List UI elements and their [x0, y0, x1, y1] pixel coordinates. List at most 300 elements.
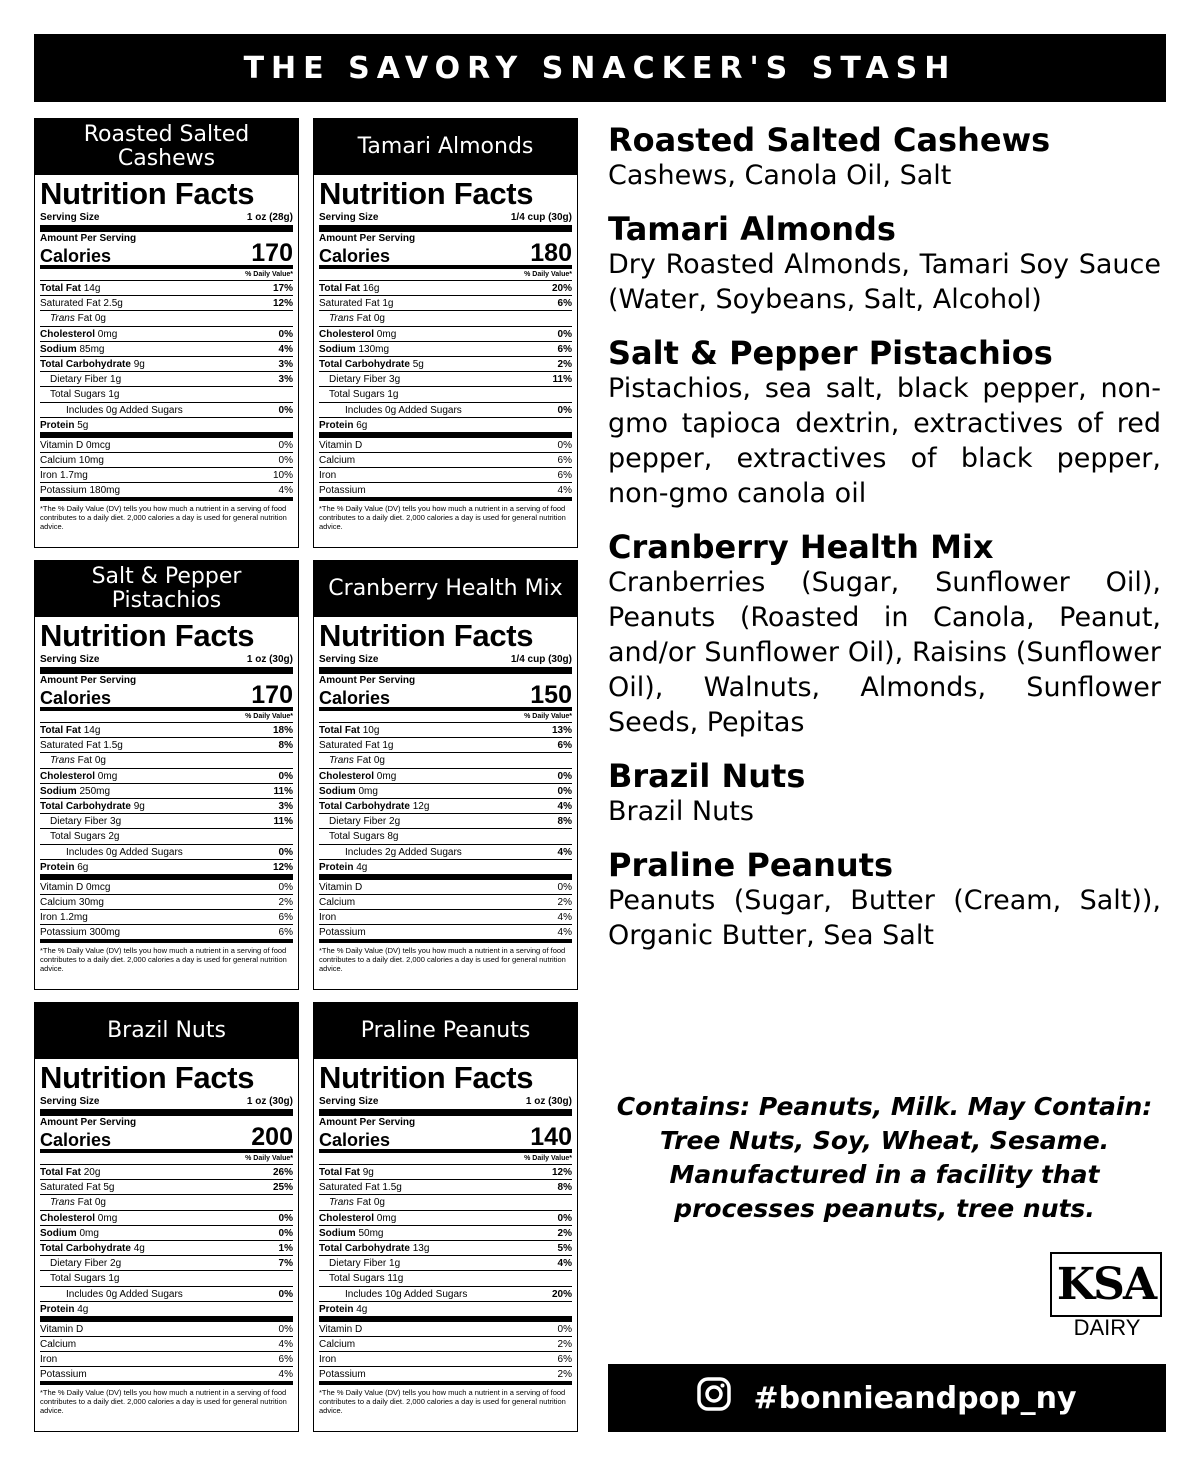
calories-row — [319, 1123, 572, 1153]
nutrition-facts-heading: Nutrition Facts — [40, 176, 255, 211]
serving-size-label: Serving Size — [319, 1096, 379, 1107]
vitamin-percent: 0% — [557, 881, 572, 893]
vitamin-label: Potassium — [319, 485, 366, 497]
ingredient-product-name: Salt & Pepper Pistachios — [608, 334, 1053, 372]
nutrient-row — [319, 281, 572, 296]
ingredient-text: Dry Roasted Almonds, Tamari Soy Sauce (Water, Soybeans, Salt, Alcohol) — [608, 249, 1161, 315]
nutrient-label: Dietary Fiber — [329, 816, 387, 828]
nutrient-row — [40, 1271, 293, 1286]
nutrient-label: Protein — [319, 419, 354, 431]
nutrient-row — [319, 1180, 572, 1195]
nutrition-facts — [314, 617, 577, 973]
serving-size-row — [40, 652, 293, 674]
serving-size-value: 1/4 cup (30g) — [510, 654, 572, 665]
nutrient-row — [40, 1180, 293, 1195]
nutrient-row — [319, 372, 572, 387]
nutrient-amount: 16g — [362, 283, 380, 294]
page-title: THE SAVORY SNACKER'S STASH — [34, 34, 1166, 102]
vitamin-label: Vitamin D — [319, 881, 363, 893]
nutrient-amount: 250mg — [79, 785, 111, 797]
serving-size-value: 1/4 cup (30g) — [510, 212, 572, 223]
nutrient-row — [40, 1287, 293, 1302]
nutrient-label: Total Sugars — [329, 389, 385, 401]
serving-size-label: Serving Size — [40, 654, 100, 665]
nutrient-row — [319, 829, 572, 844]
nutrient-amount: 5g — [103, 1182, 115, 1194]
vitamin-row — [319, 910, 572, 925]
serving-size-value: 1 oz (30g) — [246, 654, 293, 665]
nutrient-row — [40, 784, 293, 799]
serving-size-row — [40, 1094, 293, 1116]
nutrient-row — [40, 860, 293, 880]
nutrient-amount: 2g — [389, 816, 401, 828]
ingredients-list — [608, 122, 1161, 971]
panel-product-name: Cranberry Health Mix — [314, 561, 577, 617]
nutrition-facts — [35, 1059, 298, 1415]
nutrient-label: Dietary Fiber — [329, 374, 387, 386]
daily-value-header: % Daily Value* — [40, 269, 293, 281]
serving-size-value: 1 oz (30g) — [246, 1096, 293, 1107]
nutrient-label: Total Fat — [40, 725, 81, 736]
ingredient-text: Cashews, Canola Oil, Salt — [608, 160, 952, 191]
ingredient-block — [608, 211, 1161, 317]
daily-value-footnote: *The % Daily Value (DV) tells you how much a nutrient in a serving of food contributes to a daily diet. 2,000 calories a day is used for general nutrition advice. — [319, 1388, 566, 1416]
nutrient-label: Total Sugars — [329, 1273, 385, 1285]
serving-size-label: Serving Size — [40, 212, 100, 223]
daily-value-percent: 7% — [278, 1258, 293, 1270]
nutrient-label: Dietary Fiber — [50, 816, 108, 828]
vitamin-percent: 6% — [557, 1354, 572, 1366]
vitamin-label: Iron — [319, 1354, 337, 1366]
serving-size-row — [40, 210, 293, 232]
vitamin-row — [40, 483, 293, 501]
nutrient-row — [40, 342, 293, 357]
nutrient-amount: 9g — [362, 1167, 374, 1178]
vitamin-row — [40, 1367, 293, 1385]
vitamin-percent: 4% — [278, 1338, 293, 1350]
nutrient-label: Total Fat — [319, 283, 360, 294]
daily-value-percent: 4% — [557, 1258, 572, 1270]
vitamin-percent: 6% — [557, 470, 572, 482]
vitamin-label: Calcium — [319, 454, 356, 466]
nutrient-label: Protein — [319, 861, 354, 873]
nutrient-row — [319, 845, 572, 860]
ingredient-text: Pistachios, sea salt, black pepper, non-gmo tapioca dextrin, extractives of red pepper, extractives of black pepper, non-gmo canola oil — [608, 373, 1161, 509]
vitamin-percent: 4% — [557, 927, 572, 939]
serving-size-value: 1 oz (28g) — [246, 212, 293, 223]
nutrient-label: Protein — [40, 1303, 75, 1315]
vitamin-row — [40, 895, 293, 910]
vitamin-percent: 0% — [278, 439, 293, 451]
vitamin-row — [319, 438, 572, 453]
ingredient-text: Cranberries (Sugar, Sunflower Oil), Peanuts (Roasted in Canola, Peanut, and/or Sunflower Oil), Raisins (Sunflower Oil), Walnuts, Almonds, Sunflower Seeds, Pepitas — [608, 567, 1161, 738]
nutrient-amount: 1g — [110, 374, 122, 386]
nutrient-label: Total Sugars — [50, 831, 106, 843]
nutrient-row — [319, 342, 572, 357]
vitamin-row — [319, 468, 572, 483]
instagram-icon — [697, 1377, 731, 1419]
nutrient-row — [319, 753, 572, 768]
nutrient-amount: 0g — [106, 1288, 118, 1300]
nutrient-label: Total Sugars — [50, 1273, 106, 1285]
nutrient-amount: 5g — [412, 358, 424, 370]
nutrient-label: Total Carbohydrate — [319, 800, 410, 812]
nutrient-amount: 9g — [133, 800, 145, 812]
daily-value-percent: 12% — [272, 298, 293, 310]
nutrient-label: Trans — [50, 1197, 75, 1209]
nutrient-label: Sodium — [319, 343, 356, 355]
nutrient-amount: 0g — [373, 313, 385, 325]
nutrient-amount: 2g — [110, 1258, 122, 1270]
vitamin-percent: 2% — [278, 896, 293, 908]
nutrient-amount: 1g — [108, 389, 120, 401]
nutrient-label: Trans — [50, 313, 75, 325]
nutrition-panel — [313, 118, 578, 548]
amount-per-serving: Amount Per Serving — [319, 233, 416, 244]
daily-value-percent: 26% — [272, 1167, 293, 1178]
nutrient-label: Includes — [66, 1288, 104, 1300]
nutrient-row — [40, 372, 293, 387]
nutrient-label: Cholesterol — [40, 328, 96, 340]
nutrient-row — [319, 1195, 572, 1210]
calories-row — [319, 239, 572, 269]
nutrient-label: Dietary Fiber — [50, 374, 108, 386]
nutrient-row — [319, 784, 572, 799]
calories-row — [40, 681, 293, 711]
calories-row — [40, 1123, 293, 1153]
vitamin-amount: 0mcg — [85, 881, 111, 893]
nutrient-label: Includes — [345, 404, 383, 416]
nutrient-row — [319, 296, 572, 311]
calories-label: Calories — [319, 246, 391, 266]
nutrient-label: Sodium — [40, 785, 77, 797]
nutrient-row — [40, 1211, 293, 1226]
daily-value-footnote: *The % Daily Value (DV) tells you how much a nutrient in a serving of food contributes to a daily diet. 2,000 calories a day is used for general nutrition advice. — [319, 946, 566, 974]
panel-product-name: Tamari Almonds — [314, 119, 577, 175]
serving-size-label: Serving Size — [319, 654, 379, 665]
nutrient-amount: 4g — [356, 861, 368, 873]
daily-value-percent: 1% — [278, 1242, 293, 1254]
vitamin-label: Calcium — [40, 454, 77, 466]
calories-label: Calories — [319, 1130, 391, 1150]
nutrient-row — [40, 769, 293, 784]
daily-value-percent: 0% — [278, 846, 293, 858]
daily-value-percent: 0% — [278, 770, 293, 782]
nutrient-row — [319, 1271, 572, 1286]
serving-size-row — [319, 1094, 572, 1116]
calories-row — [40, 239, 293, 269]
daily-value-percent: 6% — [557, 740, 572, 752]
nutrient-amount: 0mg — [97, 770, 118, 782]
serving-size-row — [319, 652, 572, 674]
nutrient-row — [40, 814, 293, 829]
vitamin-label: Vitamin D — [319, 1323, 363, 1335]
daily-value-percent: 0% — [278, 1288, 293, 1300]
daily-value-percent: 0% — [557, 1212, 572, 1224]
nutrient-amount: 1g — [387, 389, 399, 401]
daily-value-percent: 2% — [557, 358, 572, 370]
nutrient-label: Added Sugars — [398, 846, 462, 858]
nutrient-amount: 4g — [77, 1303, 89, 1315]
nutrient-row — [40, 1165, 293, 1180]
nutrient-row — [319, 1226, 572, 1241]
vitamin-row — [319, 1337, 572, 1352]
ingredient-product-name: Praline Peanuts — [608, 846, 894, 884]
ingredient-product-name: Roasted Salted Cashews — [608, 121, 1051, 159]
daily-value-percent: 3% — [278, 374, 293, 386]
nutrient-amount: 0g — [94, 1197, 106, 1209]
ingredient-block — [608, 529, 1161, 740]
vitamin-percent: 0% — [278, 1323, 293, 1335]
daily-value-percent: 11% — [273, 785, 293, 797]
nutrient-amount: 6g — [77, 861, 89, 873]
nutrient-label: Saturated Fat — [40, 298, 101, 310]
daily-value-percent: 12% — [272, 861, 293, 873]
nutrient-row — [40, 311, 293, 326]
amount-per-serving: Amount Per Serving — [40, 1117, 137, 1128]
vitamin-percent: 2% — [557, 1369, 572, 1381]
nutrient-row — [40, 1302, 293, 1322]
nutrient-amount: 0mg — [376, 770, 397, 782]
nutrient-row — [40, 296, 293, 311]
nutrition-facts-heading: Nutrition Facts — [319, 176, 534, 211]
nutrient-label: Fat — [74, 313, 93, 325]
nutrient-label: Fat — [353, 313, 372, 325]
nutrition-panel — [34, 1002, 299, 1432]
nutrient-label: Total Carbohydrate — [40, 800, 131, 812]
nutrient-row — [319, 738, 572, 753]
nutrient-label: Total Carbohydrate — [40, 1242, 131, 1254]
nutrient-amount: 2g — [108, 831, 120, 843]
vitamin-row — [319, 925, 572, 943]
nutrient-row — [40, 387, 293, 402]
nutrient-label: Cholesterol — [40, 770, 96, 782]
vitamin-percent: 6% — [278, 1354, 293, 1366]
nutrient-label: Includes — [66, 846, 104, 858]
vitamin-row — [40, 880, 293, 895]
panel-product-name: Brazil Nuts — [35, 1003, 298, 1059]
nutrient-amount: 5g — [77, 419, 89, 431]
vitamin-row — [40, 925, 293, 943]
nutrient-amount: 130mg — [358, 343, 390, 355]
serving-size-value: 1 oz (30g) — [525, 1096, 572, 1107]
daily-value-percent: 8% — [557, 1182, 572, 1194]
nutrient-amount: 13g — [412, 1242, 430, 1254]
calories-label: Calories — [319, 688, 391, 708]
nutrient-label: Total Fat — [40, 283, 81, 294]
nutrient-label: Protein — [40, 861, 75, 873]
nutrient-amount: 6g — [356, 419, 368, 431]
vitamin-row — [319, 1367, 572, 1385]
calories-value: 140 — [530, 1123, 572, 1151]
nutrient-row — [40, 799, 293, 814]
vitamin-row — [40, 438, 293, 453]
nutrient-label: Saturated Fat — [319, 298, 380, 310]
daily-value-percent: 11% — [273, 816, 293, 828]
nutrient-amount: 0g — [106, 404, 118, 416]
vitamin-percent: 0% — [278, 881, 293, 893]
calories-label: Calories — [40, 1130, 112, 1150]
vitamin-row — [319, 453, 572, 468]
daily-value-percent: 0% — [557, 785, 572, 797]
vitamin-row — [40, 910, 293, 925]
social-handle[interactable]: #bonnieandpop_ny — [753, 1380, 1077, 1416]
daily-value-percent: 0% — [278, 328, 293, 340]
nutrient-row — [40, 1226, 293, 1241]
vitamin-label: Vitamin D — [40, 439, 84, 451]
nutrient-row — [319, 403, 572, 418]
nutrient-amount: 0g — [385, 404, 397, 416]
nutrition-facts-heading: Nutrition Facts — [40, 618, 255, 653]
nutrient-label: Total Sugars — [329, 831, 385, 843]
daily-value-percent: 0% — [557, 404, 572, 416]
nutrient-row — [40, 845, 293, 860]
daily-value-percent: 6% — [557, 343, 572, 355]
daily-value-percent: 4% — [557, 846, 572, 858]
nutrient-row — [40, 829, 293, 844]
vitamin-label: Vitamin D — [319, 439, 363, 451]
daily-value-percent: 6% — [557, 298, 572, 310]
nutrient-row — [319, 860, 572, 880]
vitamin-label: Potassium — [319, 927, 366, 939]
daily-value-percent: 8% — [278, 740, 293, 752]
calories-label: Calories — [40, 688, 112, 708]
nutrient-amount: 1.5g — [382, 1182, 402, 1194]
vitamin-label: Potassium — [40, 485, 87, 497]
nutrient-amount: 0mg — [376, 1212, 397, 1224]
serving-size-label: Serving Size — [319, 212, 379, 223]
nutrient-amount: 11g — [387, 1273, 404, 1285]
daily-value-percent: 3% — [278, 358, 293, 370]
vitamin-row — [40, 1337, 293, 1352]
nutrient-amount: 1.5g — [103, 740, 123, 752]
daily-value-percent: 12% — [551, 1167, 572, 1178]
nutrient-row — [319, 311, 572, 326]
vitamin-amount: 10mg — [78, 454, 104, 466]
nutrient-label: Total Carbohydrate — [40, 358, 131, 370]
vitamin-percent: 4% — [557, 485, 572, 497]
nutrition-panel — [313, 560, 578, 990]
nutrition-facts — [314, 1059, 577, 1415]
nutrient-row — [40, 738, 293, 753]
nutrient-label: Fat — [74, 1197, 93, 1209]
amount-per-serving: Amount Per Serving — [319, 1117, 416, 1128]
nutrient-label: Added Sugars — [119, 846, 183, 858]
vitamin-amount: 180mg — [89, 485, 121, 497]
nutrient-label: Cholesterol — [319, 328, 375, 340]
vitamin-percent: 0% — [557, 439, 572, 451]
nutrient-amount: 0mg — [97, 1212, 118, 1224]
calories-value: 170 — [251, 681, 293, 709]
nutrient-label: Total Fat — [319, 1167, 360, 1178]
nutrient-amount: 10g — [362, 725, 380, 736]
nutrient-amount: 9g — [133, 358, 145, 370]
vitamin-label: Vitamin D — [40, 1323, 84, 1335]
nutrient-label: Dietary Fiber — [329, 1258, 387, 1270]
nutrient-amount: 0g — [373, 755, 385, 767]
calories-value: 180 — [530, 239, 572, 267]
daily-value-percent: 18% — [272, 725, 293, 736]
ingredient-block — [608, 758, 1161, 829]
nutrient-label: Sodium — [40, 1227, 77, 1239]
nutrient-amount: 1g — [382, 298, 394, 310]
social-bar — [608, 1364, 1166, 1432]
nutrient-row — [319, 1302, 572, 1322]
nutrient-row — [319, 799, 572, 814]
serving-size-label: Serving Size — [40, 1096, 100, 1107]
vitamin-row — [319, 880, 572, 895]
daily-value-header: % Daily Value* — [319, 1153, 572, 1165]
nutrient-label: Includes — [66, 404, 104, 416]
nutrient-label: Sodium — [319, 785, 356, 797]
nutrient-label: Sodium — [40, 343, 77, 355]
panel-product-name: Roasted Salted Cashews — [35, 119, 298, 175]
vitamin-label: Potassium — [319, 1369, 366, 1381]
nutrient-label: Added Sugars — [398, 404, 462, 416]
nutrient-row — [319, 723, 572, 738]
nutrition-panel — [313, 1002, 578, 1432]
amount-per-serving: Amount Per Serving — [40, 233, 137, 244]
nutrient-amount: 0mg — [79, 1227, 99, 1239]
vitamin-amount: 1.2mg — [60, 912, 88, 924]
nutrition-facts — [35, 175, 298, 531]
nutrient-amount: 12g — [412, 800, 430, 812]
vitamin-percent: 4% — [278, 1369, 293, 1381]
daily-value-footnote: *The % Daily Value (DV) tells you how much a nutrient in a serving of food contributes to a daily diet. 2,000 calories a day is used for general nutrition advice. — [40, 504, 287, 532]
daily-value-percent: 2% — [557, 1227, 572, 1239]
nutrient-label: Cholesterol — [319, 1212, 375, 1224]
daily-value-header: % Daily Value* — [319, 711, 572, 723]
vitamin-row — [40, 453, 293, 468]
serving-size-row — [319, 210, 572, 232]
nutrient-row — [40, 357, 293, 372]
nutrient-label: Saturated Fat — [319, 1182, 380, 1194]
nutrient-label: Sodium — [319, 1227, 356, 1239]
calories-row — [319, 681, 572, 711]
daily-value-percent: 0% — [278, 1212, 293, 1224]
nutrient-label: Includes — [345, 846, 383, 858]
ksa-dairy-logo — [1050, 1252, 1164, 1339]
calories-value: 150 — [530, 681, 572, 709]
nutrient-label: Total Fat — [40, 1167, 81, 1178]
calories-label: Calories — [40, 246, 112, 266]
nutrient-amount: 2.5g — [103, 298, 123, 310]
daily-value-footnote: *The % Daily Value (DV) tells you how much a nutrient in a serving of food contributes to a daily diet. 2,000 calories a day is used for general nutrition advice. — [40, 946, 287, 974]
vitamin-row — [40, 468, 293, 483]
vitamin-label: Potassium — [40, 1369, 87, 1381]
nutrient-label: Trans — [329, 313, 354, 325]
nutrient-amount: 14g — [83, 725, 101, 736]
logo-mark: KSA — [1050, 1252, 1162, 1317]
nutrient-amount: 3g — [110, 816, 122, 828]
nutrient-label: Added Sugars — [119, 404, 183, 416]
nutrient-row — [319, 418, 572, 438]
nutrient-amount: 10g — [385, 1288, 402, 1300]
vitamin-amount: 1.7mg — [60, 470, 88, 482]
daily-value-percent: 25% — [272, 1182, 293, 1194]
nutrient-amount: 0g — [94, 313, 106, 325]
vitamin-amount: 300mg — [89, 927, 121, 939]
vitamin-percent: 6% — [278, 927, 293, 939]
nutrition-panel — [34, 118, 299, 548]
vitamin-row — [319, 483, 572, 501]
daily-value-percent: 13% — [551, 725, 572, 736]
nutrient-amount: 0g — [373, 1197, 385, 1209]
nutrient-amount: 0mg — [358, 785, 378, 797]
ingredient-block — [608, 847, 1161, 953]
nutrient-amount: 1g — [389, 1258, 401, 1270]
nutrient-label: Fat — [353, 755, 372, 767]
